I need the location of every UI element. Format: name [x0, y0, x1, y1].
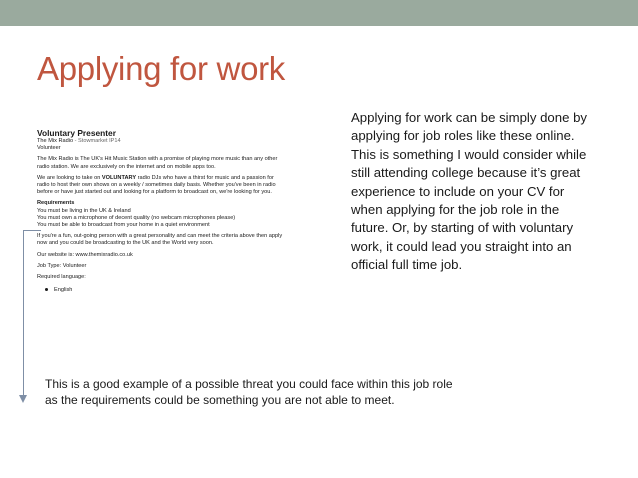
job-requirements: [37, 200, 312, 229]
requirement-item: You must be living in the UK & Ireland: [37, 207, 131, 214]
side-explanation: [351, 109, 621, 275]
job-looking-line: radio to host their own shows on a weekly / sometimes daily basis. Whether you've been in radio: [37, 182, 276, 189]
side-line: future. Or, by starting of with voluntary: [351, 220, 574, 236]
job-location: Stowmarket IP14: [78, 138, 121, 144]
arrow-connector-vertical: [23, 230, 24, 397]
job-website: Our website is: www.themixradio.co.uk: [37, 251, 133, 258]
side-line: This is something I would consider while: [351, 146, 587, 162]
slide-title: Applying for work: [37, 50, 286, 87]
job-looking-line: before or have just started out and looking for a platform to broadcast on, we're looking for you.: [37, 189, 272, 196]
requirement-item: You must be able to broadcast from your home in a quiet environment: [37, 222, 210, 229]
slide-top-bar: [0, 0, 638, 26]
side-line: official full time job.: [351, 257, 463, 273]
job-company-line: [37, 138, 312, 145]
job-intro-line: The Mix Radio is The UK's Hit Music Station with a promise of playing more music than any other: [37, 156, 278, 163]
job-type: Job Type: Volunteer: [37, 262, 87, 269]
note-line: This is a good example of a possible threat you could face within this job role: [45, 377, 453, 391]
job-fun-line: now and you could be broadcasting to the UK and the World very soon.: [37, 240, 214, 247]
job-intro: [37, 156, 312, 170]
arrow-down-icon: [19, 395, 27, 403]
job-separator: -: [73, 138, 79, 144]
job-looking: [37, 175, 312, 197]
language-item: [37, 287, 312, 293]
job-required-language: Required language:: [37, 274, 86, 281]
job-looking-bold: VOLUNTARY: [101, 174, 137, 181]
job-title: Voluntary Presenter: [37, 128, 116, 138]
note-line: as the requirements could be something you are not able to meet.: [45, 393, 395, 407]
job-type-line: Volunteer: [37, 145, 61, 152]
job-intro-line: radio station. We are exclusively on the internet and on mobile apps too.: [37, 163, 216, 170]
job-fun: [37, 233, 312, 247]
job-company: The Mix Radio: [37, 138, 74, 144]
arrow-connector-horizontal: [23, 230, 41, 231]
side-line: experience to include on your CV for: [351, 183, 565, 199]
job-looking-post: radio DJs who have a thirst for music and a passion for: [136, 174, 274, 181]
side-line: Applying for work can be simply done by: [351, 110, 588, 125]
side-line: when applying for the job role in the: [351, 202, 560, 218]
job-fun-line: If you're a fun, out-going person with a great personality and can meet the criteria above then apply: [37, 233, 283, 240]
threat-note: [45, 376, 453, 408]
job-looking-pre: We are looking to take on: [37, 174, 102, 181]
requirements-heading: Requirements: [37, 200, 75, 207]
bullet-icon: [45, 288, 48, 291]
job-posting-screenshot: [37, 128, 312, 293]
side-line: still attending college because it’s great: [351, 165, 581, 181]
job-looking-line: [37, 175, 312, 182]
side-line: applying for job roles like these online.: [351, 128, 575, 144]
language-label: English: [54, 287, 73, 294]
side-line: work, it could lead you straight into an: [351, 238, 572, 254]
requirement-item: You must own a microphone of decent quality (no webcam microphones please): [37, 214, 236, 221]
